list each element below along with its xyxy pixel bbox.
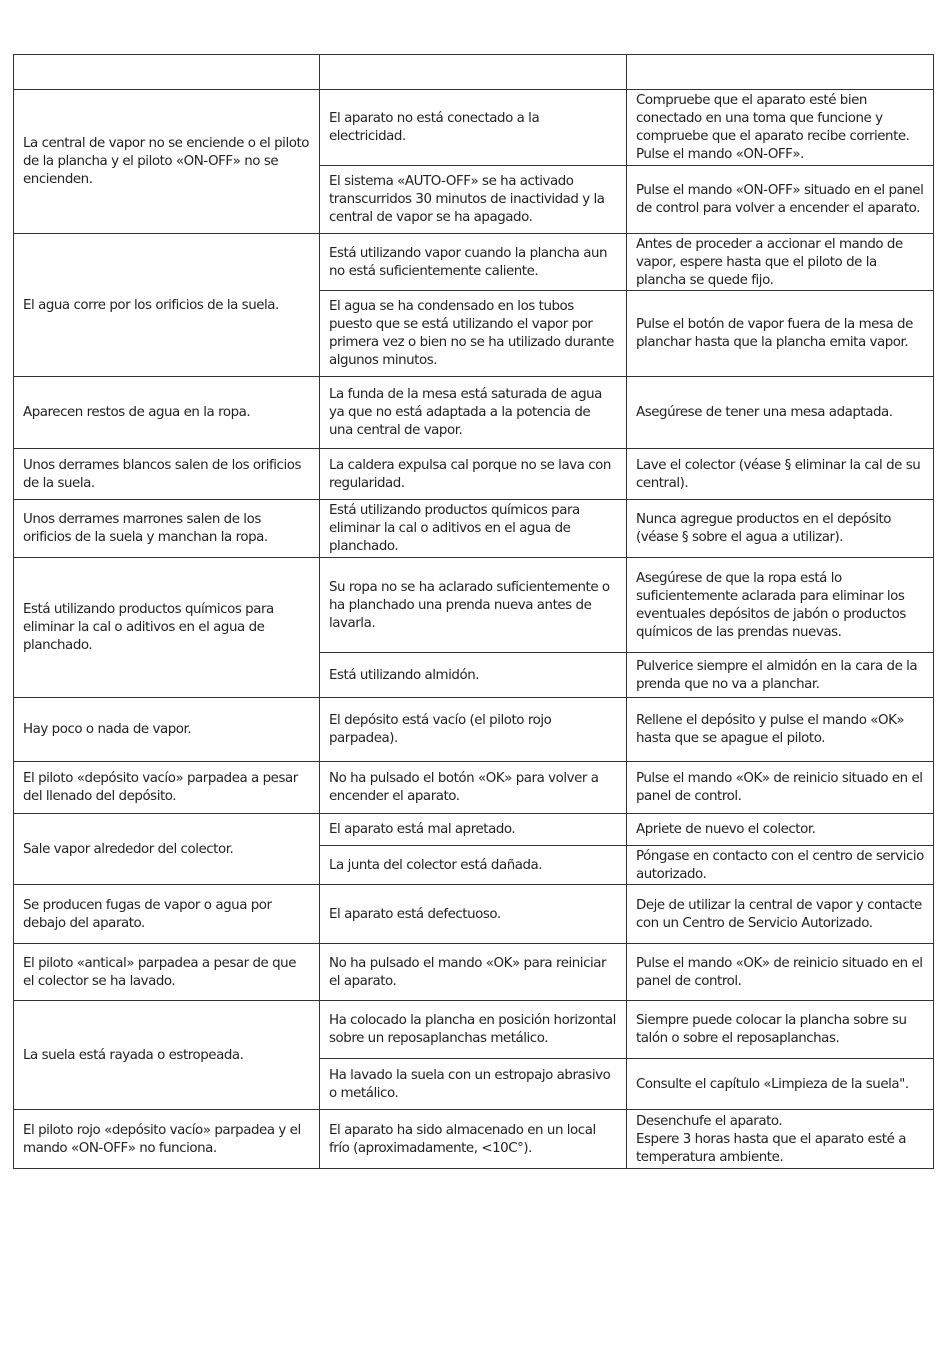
solution-cell: Pulverice siempre el almidón en la cara de la prenda que no va a planchar.	[627, 653, 934, 698]
solution-cell: Asegúrese de tener una mesa adaptada.	[627, 377, 934, 449]
table-row	[14, 558, 934, 653]
header-cause-cell	[320, 55, 627, 90]
cause-cell: Está utilizando productos químicos para eliminar la cal o aditivos en el agua de planchado.	[320, 500, 627, 558]
solution-cell: Compruebe que el aparato esté bien conectado en una toma que funcione y compruebe que el aparato recibe corriente. Pulse el mando «ON-OFF».	[627, 90, 934, 166]
solution-cell: Pulse el mando «ON-OFF» situado en el panel de control para volver a encender el aparato.	[627, 166, 934, 234]
problem-cell: El agua corre por los orificios de la suela.	[14, 234, 320, 377]
solution-cell: Siempre puede colocar la plancha sobre su talón o sobre el reposaplanchas.	[627, 1001, 934, 1059]
solution-cell: Póngase en contacto con el centro de servicio autorizado.	[627, 846, 934, 885]
cause-cell: Ha lavado la suela con un estropajo abrasivo o metálico.	[320, 1059, 627, 1110]
problem-cell: La suela está rayada o estropeada.	[14, 1001, 320, 1110]
table-row	[14, 377, 934, 449]
problem-cell: Sale vapor alrededor del colector.	[14, 814, 320, 885]
cause-cell: Su ropa no se ha aclarado suficientemente o ha planchado una prenda nueva antes de lavarla.	[320, 558, 627, 653]
cause-cell: Está utilizando vapor cuando la plancha aun no está suficientemente caliente.	[320, 234, 627, 291]
cause-cell: No ha pulsado el mando «OK» para reiniciar el aparato.	[320, 944, 627, 1001]
cause-cell: La junta del colector está dañada.	[320, 846, 627, 885]
table-row	[14, 1110, 934, 1169]
header-solution-cell	[627, 55, 934, 90]
problem-cell: El piloto rojo «depósito vacío» parpadea y el mando «ON-OFF» no funciona.	[14, 1110, 320, 1169]
solution-cell: Apriete de nuevo el colector.	[627, 814, 934, 846]
solution-cell: Deje de utilizar la central de vapor y contacte con un Centro de Servicio Autorizado.	[627, 885, 934, 944]
solution-cell: Asegúrese de que la ropa está lo suficientemente aclarada para eliminar los eventuales depósitos de jabón o productos químicos de las prendas nuevas.	[627, 558, 934, 653]
cause-cell: El aparato está defectuoso.	[320, 885, 627, 944]
problem-cell: Unos derrames marrones salen de los orificios de la suela y manchan la ropa.	[14, 500, 320, 558]
problem-cell: La central de vapor no se enciende o el piloto de la plancha y el piloto «ON-OFF» no se encienden.	[14, 90, 320, 234]
problem-cell: Hay poco o nada de vapor.	[14, 698, 320, 762]
problem-cell: Unos derrames blancos salen de los orificios de la suela.	[14, 449, 320, 500]
cause-cell: El aparato está mal apretado.	[320, 814, 627, 846]
table-row	[14, 944, 934, 1001]
solution-cell: Antes de proceder a accionar el mando de vapor, espere hasta que el piloto de la plancha se quede fijo.	[627, 234, 934, 291]
troubleshooting-table	[13, 54, 934, 1169]
cause-cell: El depósito está vacío (el piloto rojo parpadea).	[320, 698, 627, 762]
table-header-row	[14, 55, 934, 90]
table-row	[14, 762, 934, 814]
cause-cell: El aparato no está conectado a la electricidad.	[320, 90, 627, 166]
table-row	[14, 90, 934, 166]
solution-cell: Lave el colector (véase § eliminar la cal de su central).	[627, 449, 934, 500]
problem-cell: Aparecen restos de agua en la ropa.	[14, 377, 320, 449]
problem-cell: Está utilizando productos químicos para eliminar la cal o aditivos en el agua de planchado.	[14, 558, 320, 698]
cause-cell: La caldera expulsa cal porque no se lava con regularidad.	[320, 449, 627, 500]
solution-cell: Pulse el mando «OK» de reinicio situado en el panel de control.	[627, 762, 934, 814]
cause-cell: Está utilizando almidón.	[320, 653, 627, 698]
problem-cell: El piloto «antical» parpadea a pesar de que el colector se ha lavado.	[14, 944, 320, 1001]
table-row	[14, 814, 934, 846]
problem-cell: El piloto «depósito vacío» parpadea a pesar del llenado del depósito.	[14, 762, 320, 814]
cause-cell: No ha pulsado el botón «OK» para volver a encender el aparato.	[320, 762, 627, 814]
table-row	[14, 449, 934, 500]
table-row	[14, 1001, 934, 1059]
solution-cell: Nunca agregue productos en el depósito (véase § sobre el agua a utilizar).	[627, 500, 934, 558]
solution-cell: Rellene el depósito y pulse el mando «OK» hasta que se apague el piloto.	[627, 698, 934, 762]
table-row	[14, 234, 934, 291]
cause-cell: Ha colocado la plancha en posición horizontal sobre un reposaplanchas metálico.	[320, 1001, 627, 1059]
cause-cell: El sistema «AUTO-OFF» se ha activado transcurridos 30 minutos de inactividad y la central de vapor se ha apagado.	[320, 166, 627, 234]
solution-cell: Desenchufe el aparato. Espere 3 horas hasta que el aparato esté a temperatura ambiente.	[627, 1110, 934, 1169]
solution-cell: Pulse el mando «OK» de reinicio situado en el panel de control.	[627, 944, 934, 1001]
table-row	[14, 500, 934, 558]
table-body	[14, 55, 934, 1169]
solution-cell: Pulse el botón de vapor fuera de la mesa de planchar hasta que la plancha emita vapor.	[627, 291, 934, 377]
problem-cell: Se producen fugas de vapor o agua por debajo del aparato.	[14, 885, 320, 944]
table-row	[14, 698, 934, 762]
header-problem-cell	[14, 55, 320, 90]
solution-cell: Consulte el capítulo «Limpieza de la suela".	[627, 1059, 934, 1110]
table-row	[14, 885, 934, 944]
cause-cell: El aparato ha sido almacenado en un local frío (aproximadamente, <10C°).	[320, 1110, 627, 1169]
cause-cell: El agua se ha condensado en los tubos puesto que se está utilizando el vapor por primera vez o bien no se ha utilizado durante algunos minutos.	[320, 291, 627, 377]
cause-cell: La funda de la mesa está saturada de agua ya que no está adaptada a la potencia de una central de vapor.	[320, 377, 627, 449]
